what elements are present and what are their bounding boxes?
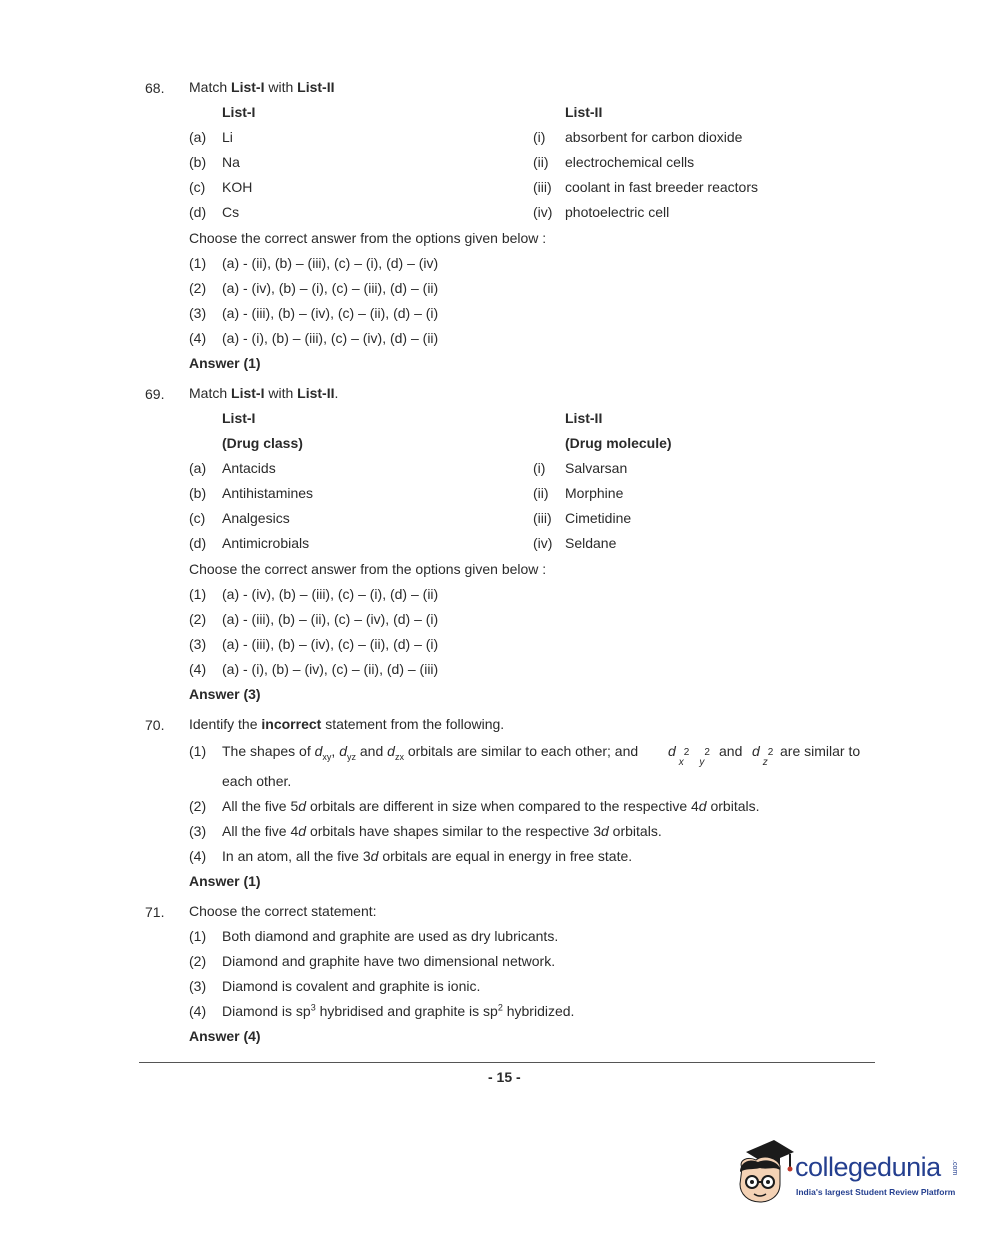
- item-text: Cs: [222, 204, 240, 220]
- option-label: (3): [189, 305, 207, 321]
- answer: Answer (1): [189, 355, 261, 371]
- question-stem: Match List-I with List-II.: [189, 385, 339, 401]
- item-label: (a): [189, 129, 207, 145]
- answer: Answer (1): [189, 873, 261, 889]
- option-text: In an atom, all the five 3d orbitals are equal in energy in free state.: [222, 848, 633, 864]
- option-label: (3): [189, 978, 207, 994]
- option-text: (a) - (iv), (b) – (i), (c) – (iii), (d) – (ii): [222, 280, 439, 296]
- list-1-subheading: (Drug class): [222, 435, 303, 451]
- match-label: (iii): [533, 510, 552, 526]
- item-text: Li: [222, 129, 233, 145]
- option-text: The shapes of $d_{xy}$, $d_{yz}$ and $d_{zx}$ orbitals are similar to each other; and: [222, 743, 639, 762]
- footer-divider: [139, 1062, 875, 1063]
- option-label: (1): [189, 255, 207, 271]
- match-text: Seldane: [565, 535, 617, 551]
- list-1-heading: List-I: [222, 410, 256, 426]
- item-label: (c): [189, 510, 206, 526]
- mascot-icon: [734, 1138, 796, 1208]
- item-text: Antihistamines: [222, 485, 314, 501]
- match-label: (ii): [533, 485, 549, 501]
- option-text: are similar to: [780, 743, 861, 759]
- item-label: (a): [189, 460, 207, 476]
- match-label: (ii): [533, 154, 549, 170]
- match-text: coolant in fast breeder reactors: [565, 179, 758, 195]
- match-text: photoelectric cell: [565, 204, 670, 220]
- match-text: electrochemical cells: [565, 154, 695, 170]
- question-stem: Match List-I with List-II: [189, 79, 335, 95]
- match-label: (iv): [533, 204, 553, 220]
- logo-wordmark: collegedunia: [795, 1152, 941, 1182]
- option-text: Both diamond and graphite are used as dry lubricants.: [222, 928, 559, 944]
- option-text: and: [719, 743, 743, 759]
- item-label: (d): [189, 535, 207, 551]
- question-number: 70.: [145, 717, 165, 733]
- item-text: Antimicrobials: [222, 535, 310, 551]
- match-text: Salvarsan: [565, 460, 628, 476]
- question-number: 71.: [145, 904, 165, 920]
- option-text: All the five 5d orbitals are different in size when compared to the respective 4d orbitals.: [222, 798, 760, 814]
- list-2-subheading: (Drug molecule): [565, 435, 672, 451]
- list-2-heading: List-II: [565, 104, 603, 120]
- match-text: Morphine: [565, 485, 624, 501]
- option-label: (4): [189, 848, 207, 864]
- answer: Answer (3): [189, 686, 261, 702]
- item-label: (d): [189, 204, 207, 220]
- option-text: (a) - (iii), (b) – (ii), (c) – (iv), (d) – (i): [222, 611, 439, 627]
- option-label: (1): [189, 928, 207, 944]
- option-text: (a) - (ii), (b) – (iii), (c) – (i), (d) – (iv): [222, 255, 439, 271]
- question-stem: Choose the correct statement:: [189, 903, 377, 919]
- item-label: (b): [189, 154, 207, 170]
- item-text: Antacids: [222, 460, 276, 476]
- question-number: 68.: [145, 80, 165, 96]
- item-label: (b): [189, 485, 207, 501]
- option-text: Diamond is covalent and graphite is ionic.: [222, 978, 481, 994]
- option-text: All the five 4d orbitals have shapes similar to the respective 3d orbitals.: [222, 823, 662, 839]
- match-label: (iv): [533, 535, 553, 551]
- list-1-heading: List-I: [222, 104, 256, 120]
- option-text: Diamond and graphite have two dimensional network.: [222, 953, 556, 969]
- option-label: (2): [189, 953, 207, 969]
- option-text: (a) - (i), (b) – (iv), (c) – (ii), (d) – (iii): [222, 661, 439, 677]
- options-prompt: Choose the correct answer from the options given below :: [189, 561, 547, 577]
- option-label: (3): [189, 636, 207, 652]
- options-prompt: Choose the correct answer from the options given below :: [189, 230, 547, 246]
- match-label: (i): [533, 129, 546, 145]
- item-label: (c): [189, 179, 206, 195]
- match-label: (iii): [533, 179, 552, 195]
- option-text: (a) - (iii), (b) – (iv), (c) – (ii), (d) – (i): [222, 636, 439, 652]
- option-text: Diamond is $sp^3$ hybridised and graphite is $sp^2$ hybridized.: [222, 1002, 575, 1019]
- item-text: Analgesics: [222, 510, 290, 526]
- option-label: (4): [189, 1003, 207, 1019]
- match-text: absorbent for carbon dioxide: [565, 129, 743, 145]
- orbital-dz2: $d_z2$: [752, 743, 774, 768]
- question-number: 69.: [145, 386, 165, 402]
- option-label: (4): [189, 661, 207, 677]
- item-text: Na: [222, 154, 240, 170]
- match-text: Cimetidine: [565, 510, 632, 526]
- list-2-heading: List-II: [565, 410, 603, 426]
- option-label: (2): [189, 280, 207, 296]
- option-label: (3): [189, 823, 207, 839]
- answer: Answer (4): [189, 1028, 261, 1044]
- orbital-dx2-y2: $d_x2_y2$: [668, 743, 710, 768]
- item-text: KOH: [222, 179, 253, 195]
- page-number: - 15 -: [488, 1069, 521, 1085]
- option-text: (a) - (iv), (b) – (iii), (c) – (i), (d) – (ii): [222, 586, 439, 602]
- question-stem: Identify the incorrect statement from the following.: [189, 716, 505, 732]
- option-text: (a) - (i), (b) – (iii), (c) – (iv), (d) – (ii): [222, 330, 439, 346]
- logo-tagline: India's largest Student Review Platform: [796, 1187, 956, 1197]
- option-label: (1): [189, 743, 207, 759]
- option-text: (a) - (iii), (b) – (iv), (c) – (ii), (d) – (i): [222, 305, 439, 321]
- option-text-continued: each other.: [222, 773, 292, 789]
- option-label: (1): [189, 586, 207, 602]
- match-label: (i): [533, 460, 546, 476]
- option-label: (2): [189, 611, 207, 627]
- logo-domain: .com: [951, 1160, 958, 1176]
- option-label: (2): [189, 798, 207, 814]
- option-label: (4): [189, 330, 207, 346]
